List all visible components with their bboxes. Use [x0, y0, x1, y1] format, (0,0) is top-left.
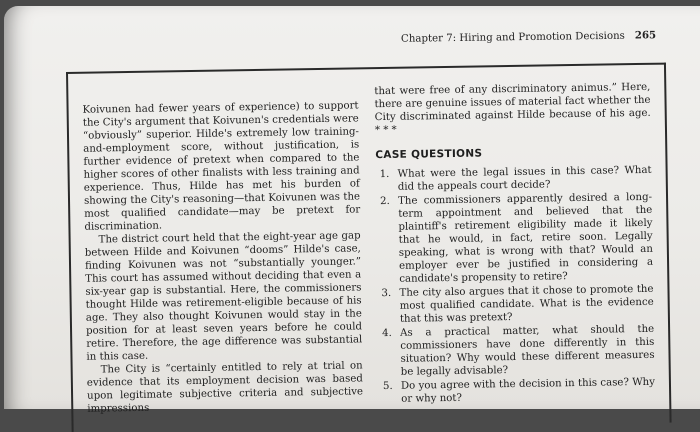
- right-column: [374, 81, 655, 407]
- question-item: 3. The city also argues that it chose to promote the most qualified candidate. What is the evidence that this was pretext?: [381, 283, 654, 325]
- paragraph: The City is “certainly entitled to rely at trial on evidence that its employment decision was based upon legitimate subjective criteria and subjective impressions: [86, 360, 364, 415]
- paragraph: that were free of any discriminatory animus.” Here, there are genuine issues of material fact whether the City discriminated against Hilde because of his age. * * *: [374, 81, 651, 137]
- paragraph: The district court held that the eight-year age gap between Hilde and Koivunen “dooms” Hilde's case, finding Koivunen was not “substantially younger.” This court has assumed without deciding that even a six-year gap is substantial. Here, the commissioners thought Hilde was retirement-eligible because of his age. They also thought Koivunen would stay in the position for at least seven years before he could retire. Therefore, the age difference was substantial in this case.: [84, 230, 363, 363]
- running-head: [401, 29, 656, 45]
- question-item: 2. The commissioners apparently desired a long-term appointment and believed that the plaintiff's retirement eligibility made it likely that he would, in fact, retire soon. Legally speaking, what is wrong with that? Would an employer ever be justified in considering a candidate's propensity to retire?: [379, 191, 654, 285]
- page-number: 265: [634, 29, 657, 42]
- paragraph: Koivunen had fewer years of experience) to support the City's argument that Koivunen's credentials were “obviously” superior. Hilde's extremely low training-and-employment score, without justification, is further evidence of pretext when compared to the higher scores of other finalists with less training and experience. Thus, Hilde has met his burden of showing the City's reasoning—that Koivunen was the most qualified candidate—may be pretext for discrimination.: [82, 100, 361, 233]
- case-box: [66, 63, 672, 432]
- case-questions-heading: CASE QUESTIONS: [375, 147, 483, 162]
- chapter-title: Chapter 7: Hiring and Promotion Decisions: [400, 30, 625, 45]
- question-item: 1. What were the legal issues in this case? What did the appeals court decide?: [379, 164, 652, 193]
- question-item: 4. As a practical matter, what should the commissioners have done differently in this situation? Why would these different measures be legally advisable?: [382, 323, 655, 378]
- left-column: [83, 99, 364, 415]
- case-questions-list: [376, 164, 656, 406]
- book-page: [4, 6, 700, 415]
- question-item: 5. Do you agree with the decision in this case? Why or why not?: [382, 376, 656, 405]
